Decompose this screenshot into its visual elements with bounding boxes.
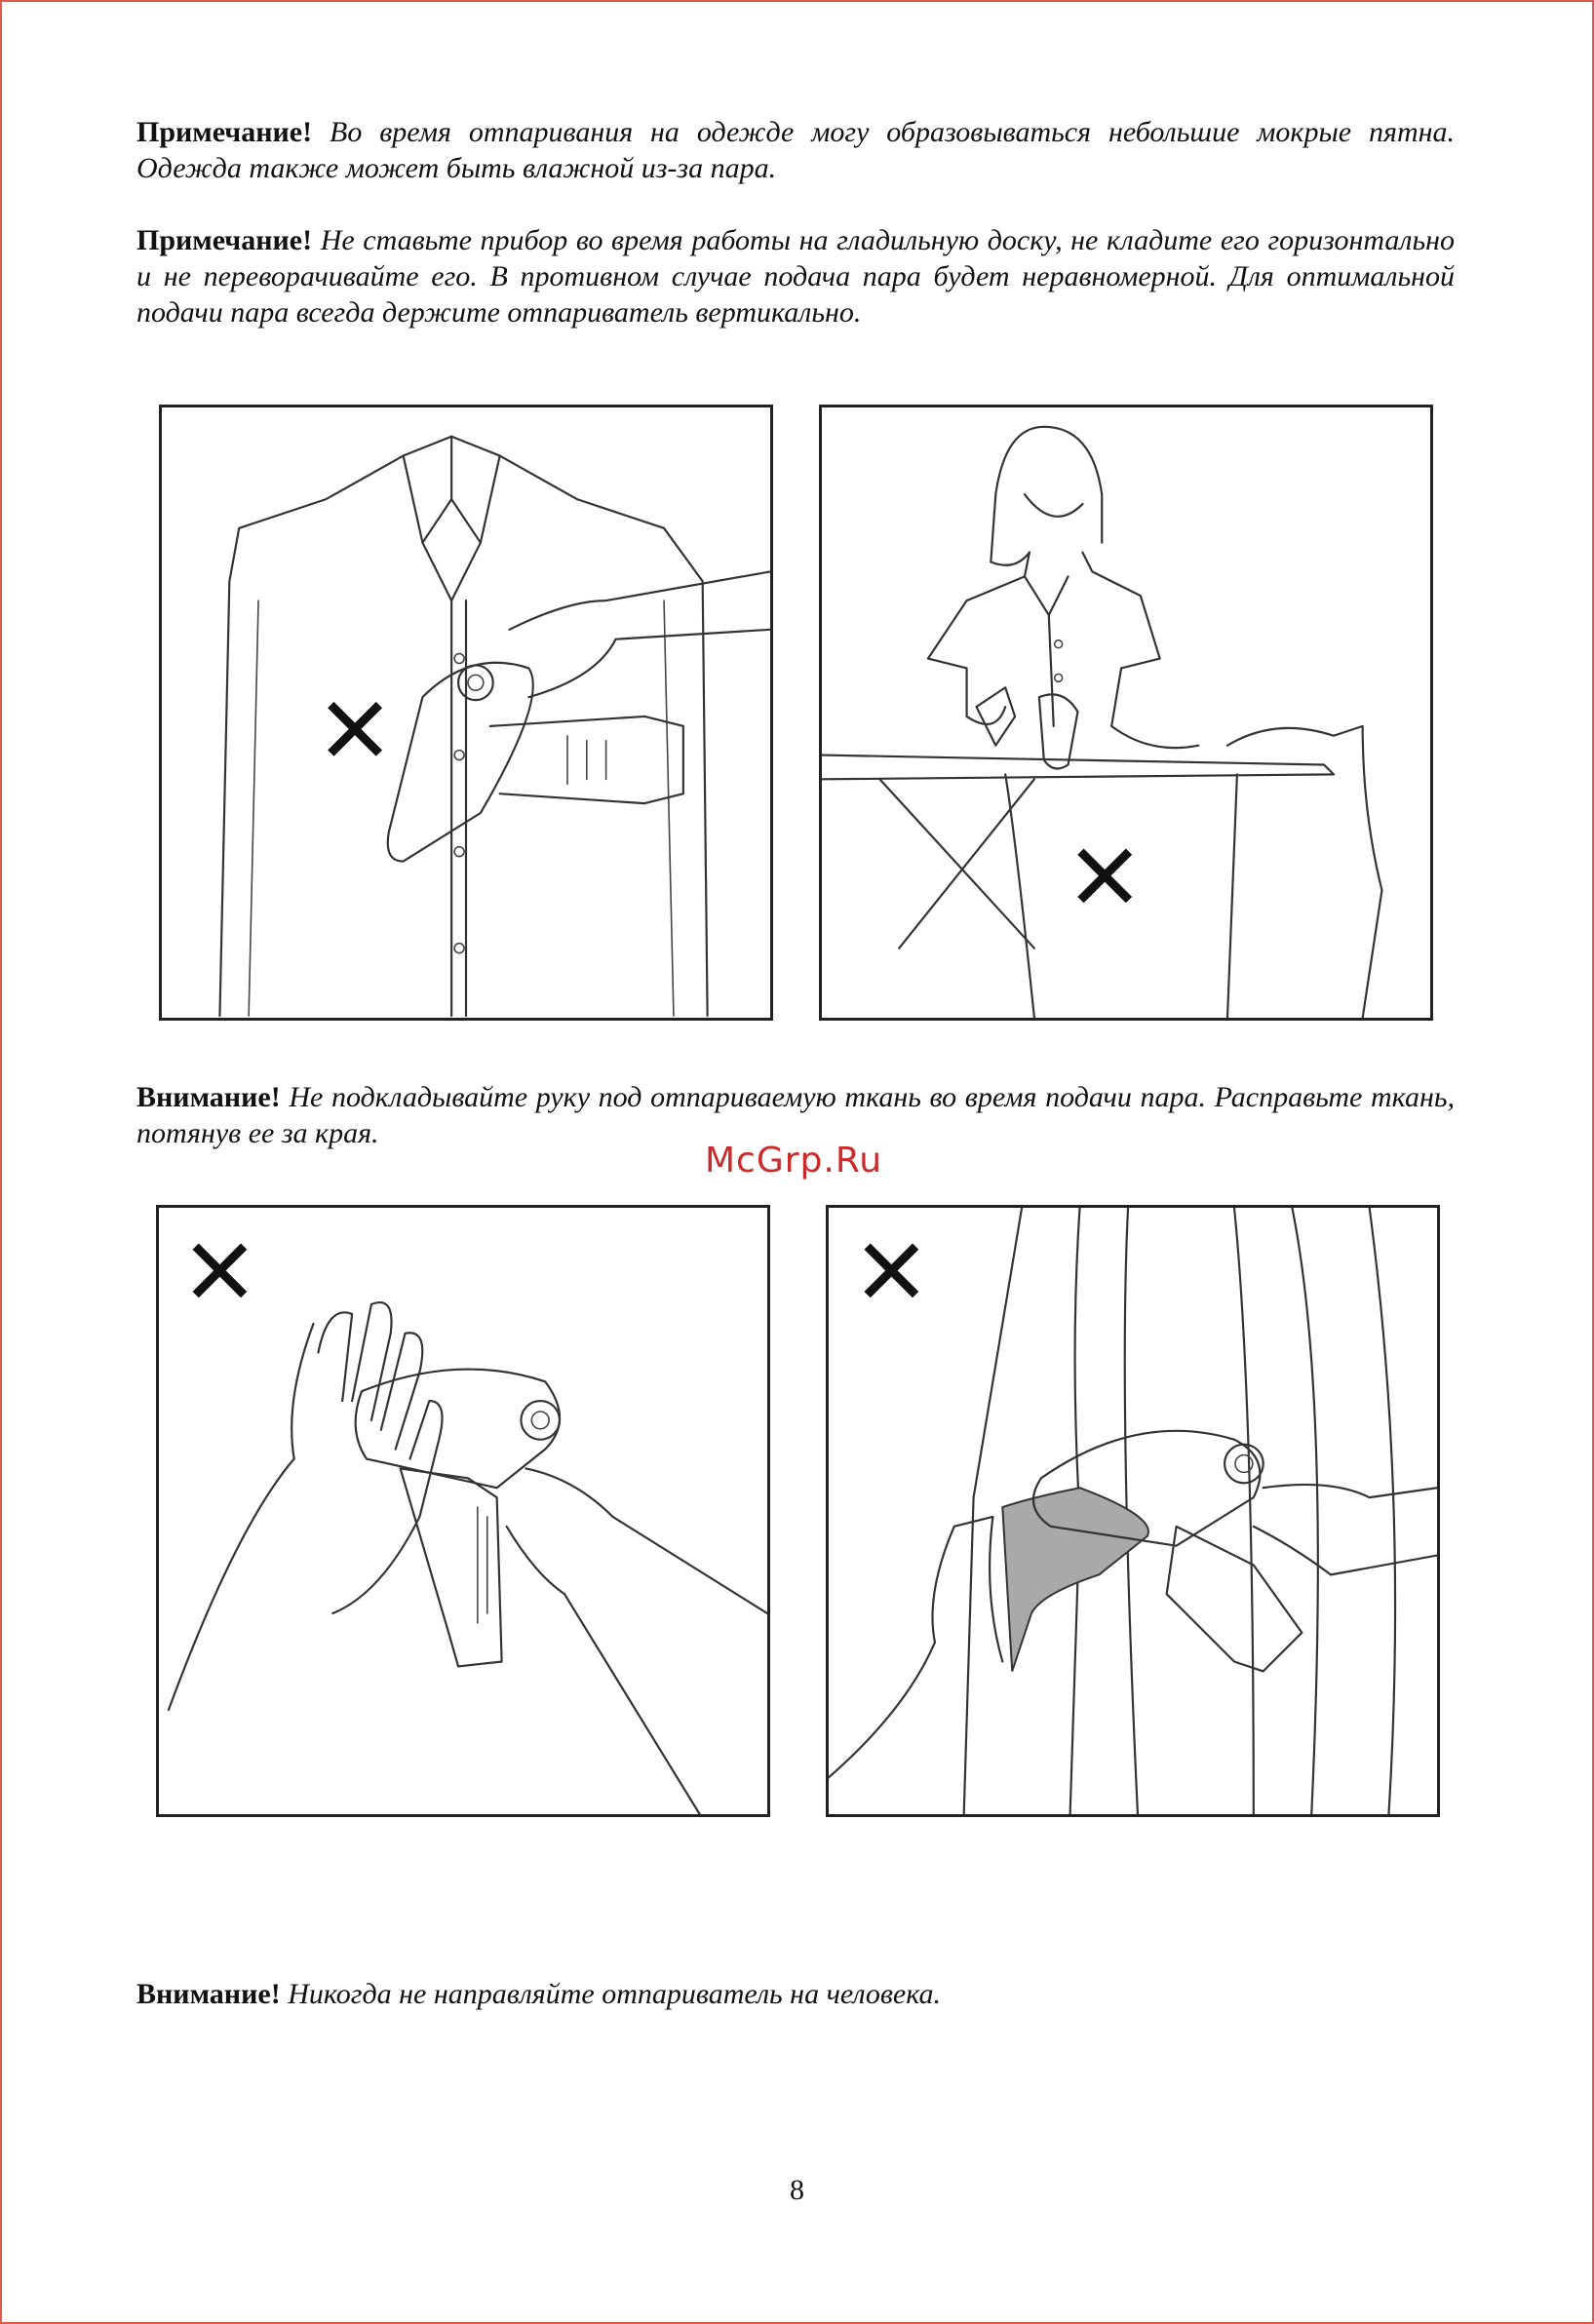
- note-4-label: Внимание!: [136, 1978, 281, 2010]
- fabric-steam-drawing: [829, 1208, 1437, 1814]
- note-1-label: Примечание!: [136, 116, 313, 148]
- note-1: [136, 114, 1455, 186]
- illustration-fabric-steaming: [826, 1205, 1440, 1817]
- illustration-steamer-horizontal: [159, 405, 773, 1021]
- x-mark-icon: [330, 705, 379, 754]
- x-mark-icon: [868, 1247, 916, 1296]
- note-3-label: Внимание!: [136, 1081, 281, 1113]
- note-3-text: Не подкладывайте руку под отпариваемую ткань во время подачи пара. Расправьте ткань, потянув ее за края.: [136, 1081, 1456, 1149]
- x-mark-icon: [1080, 852, 1129, 901]
- note-4: [136, 1976, 1455, 2012]
- page-number: 8: [790, 2174, 804, 2206]
- note-2-text: Не ставьте прибор во время работы на гладильную доску, не кладите его горизонтально и не переворачивайте его. В противном случае подача пара будет неравномерной. Для оптимальной подачи пара всегда держите отпариватель вертикально.: [136, 224, 1455, 329]
- illustration-steamer-on-ironing-board: [819, 405, 1433, 1021]
- watermark: McGrp.Ru: [705, 1141, 883, 1181]
- hand-steam-drawing: [159, 1208, 767, 1814]
- note-2-label: Примечание!: [136, 224, 313, 256]
- shirt-steamer-drawing: [162, 407, 770, 1018]
- note-2: [136, 222, 1455, 330]
- note-1-text: Во время отпаривания на одежде могу образовываться небольшие мокрые пятна. Одежда также может быть влажной из-за пара.: [136, 116, 1455, 184]
- illustration-hand-under-steam: [156, 1205, 770, 1817]
- x-mark-icon: [196, 1247, 245, 1296]
- ironing-board-drawing: [822, 407, 1430, 1018]
- note-4-text: Никогда не направляйте отпариватель на человека.: [288, 1978, 942, 2010]
